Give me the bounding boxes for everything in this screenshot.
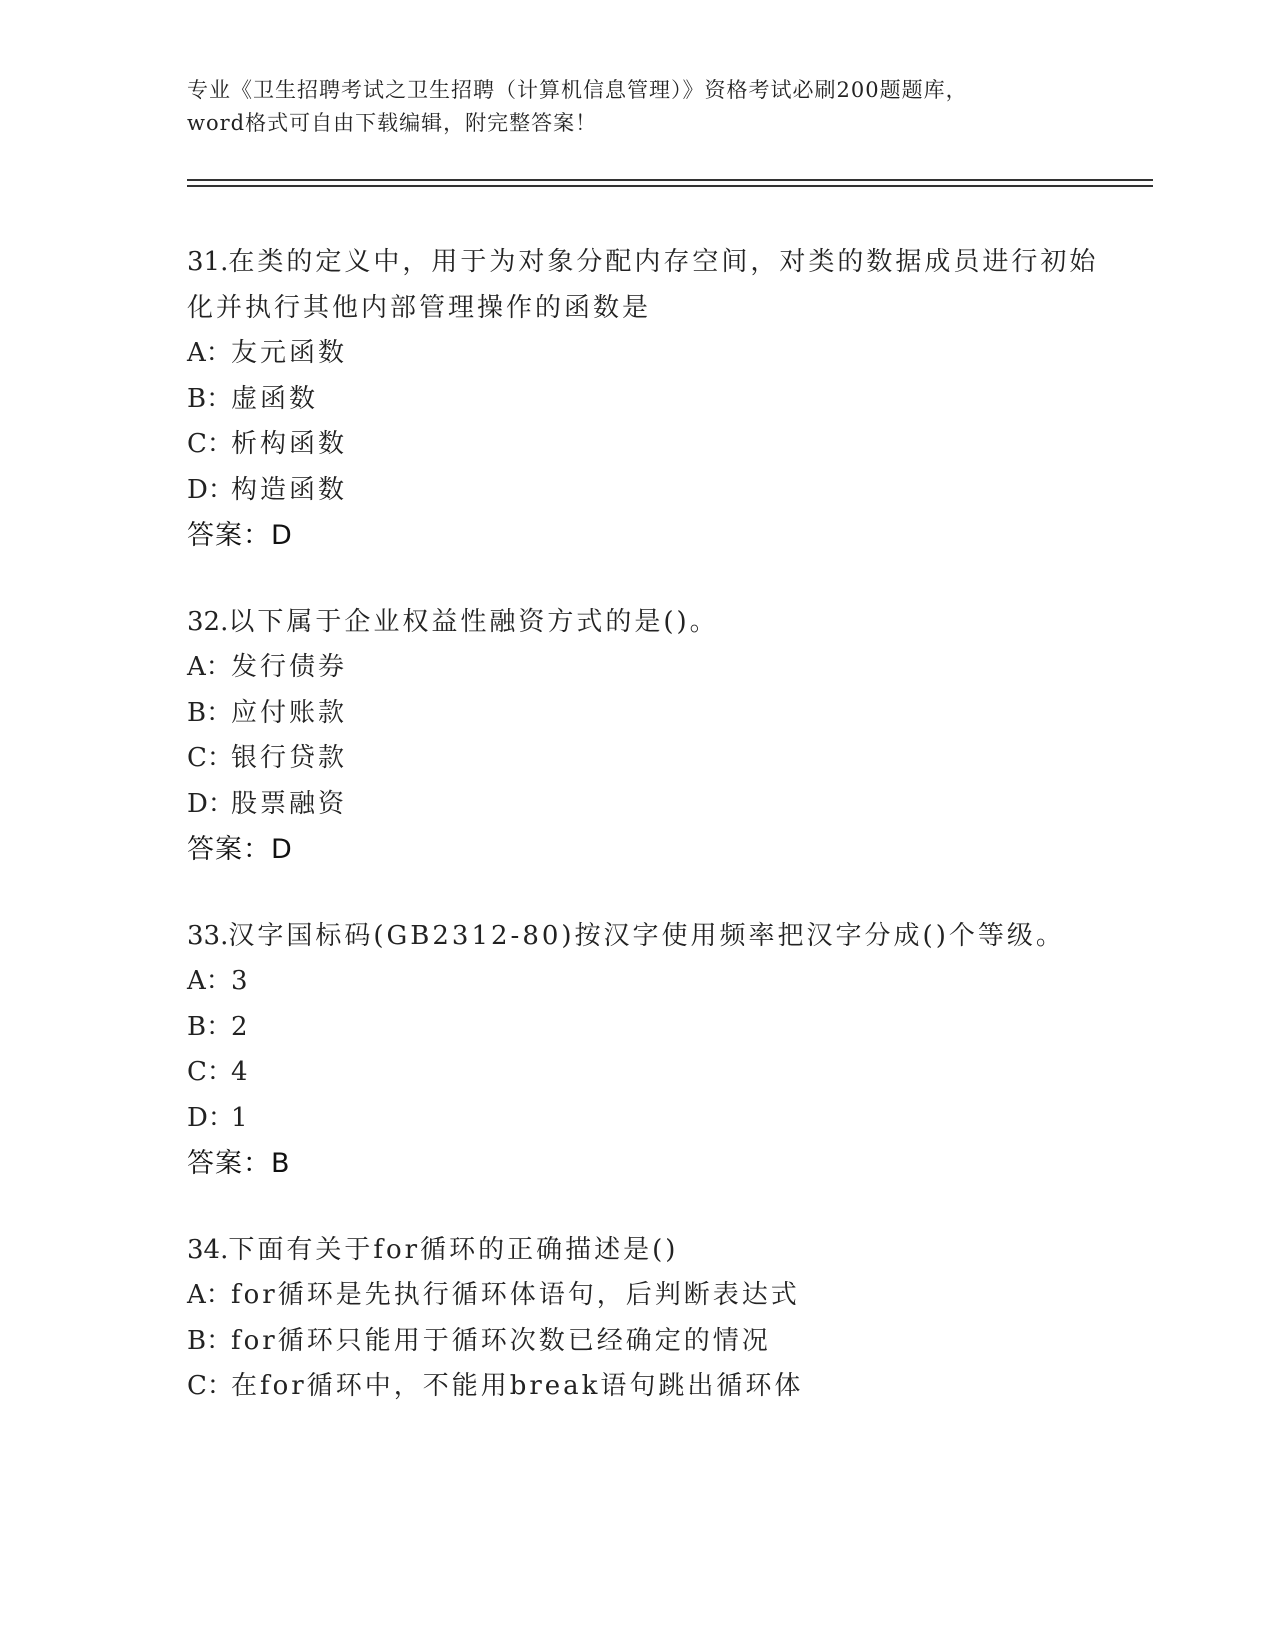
option-d bbox=[187, 1096, 1107, 1142]
option-key: C： bbox=[187, 1371, 233, 1401]
option-a bbox=[187, 959, 1107, 1005]
question-33 bbox=[187, 914, 1107, 1187]
option-key: C： bbox=[187, 1057, 233, 1087]
question-number: 34. bbox=[187, 1234, 229, 1265]
option-text: 1 bbox=[231, 1102, 251, 1133]
header-divider-bottom bbox=[187, 185, 1153, 187]
option-key: D： bbox=[187, 1102, 234, 1133]
question-stem bbox=[187, 240, 1107, 331]
option-text: 在for循环中，不能用break语句跳出循环体 bbox=[231, 1371, 804, 1401]
option-key: A： bbox=[187, 652, 232, 682]
option-b bbox=[187, 1005, 1107, 1051]
answer-label: 答案： bbox=[187, 834, 271, 865]
answer-label: 答案： bbox=[187, 520, 271, 551]
option-a bbox=[187, 1273, 1107, 1319]
option-key: B： bbox=[187, 1011, 233, 1042]
option-key: A： bbox=[187, 338, 232, 368]
option-text: 银行贷款 bbox=[231, 743, 348, 773]
option-c bbox=[187, 736, 1107, 782]
option-text: 2 bbox=[231, 1011, 251, 1042]
option-key: A： bbox=[187, 1280, 232, 1310]
option-text: 友元函数 bbox=[231, 338, 348, 368]
header-divider-top bbox=[187, 179, 1153, 181]
question-number: 31. bbox=[187, 247, 229, 277]
question-stem bbox=[187, 600, 1107, 646]
answer-line bbox=[187, 827, 1107, 873]
option-d bbox=[187, 782, 1107, 828]
option-a bbox=[187, 645, 1107, 691]
question-31 bbox=[187, 240, 1107, 559]
option-text: 虚函数 bbox=[231, 383, 319, 414]
question-number: 33. bbox=[187, 920, 229, 951]
question-stem bbox=[187, 1228, 1107, 1274]
option-b bbox=[187, 377, 1107, 423]
question-text: 在类的定义中，用于为对象分配内存空间，对类的数据成员进行初始化并执行其他内部管理操作的函数是 bbox=[187, 247, 1099, 323]
answer-line bbox=[187, 513, 1107, 559]
option-d bbox=[187, 468, 1107, 514]
option-key: C： bbox=[187, 743, 233, 773]
option-text: for循环是先执行循环体语句，后判断表达式 bbox=[231, 1280, 800, 1310]
question-34 bbox=[187, 1228, 1107, 1410]
question-list bbox=[187, 240, 1107, 1451]
answer-line bbox=[187, 1141, 1107, 1187]
option-text: 股票融资 bbox=[231, 788, 348, 819]
answer-label: 答案： bbox=[187, 1148, 271, 1179]
question-text: 以下属于企业权益性融资方式的是()。 bbox=[228, 606, 719, 637]
option-text: for循环只能用于循环次数已经确定的情况 bbox=[231, 1325, 771, 1356]
option-key: A： bbox=[187, 966, 232, 996]
question-text: 汉字国标码(GB2312-80)按汉字使用频率把汉字分成()个等级。 bbox=[228, 920, 1065, 951]
header-line-2: word格式可自由下载编辑，附完整答案！ bbox=[187, 111, 598, 135]
option-text: 应付账款 bbox=[231, 697, 348, 728]
option-text: 构造函数 bbox=[231, 474, 348, 505]
option-text: 发行债券 bbox=[231, 652, 348, 682]
answer-value: D bbox=[271, 834, 293, 865]
option-text: 3 bbox=[231, 966, 251, 996]
option-text: 4 bbox=[231, 1057, 251, 1087]
header-line-1: 专业《卫生招聘考试之卫生招聘（计算机信息管理）》资格考试必刷200题题库， bbox=[187, 78, 968, 102]
document-header bbox=[187, 74, 1087, 140]
option-b bbox=[187, 1319, 1107, 1365]
answer-value: D bbox=[271, 520, 293, 551]
question-text: 下面有关于for循环的正确描述是() bbox=[228, 1234, 679, 1265]
option-c bbox=[187, 422, 1107, 468]
option-a bbox=[187, 331, 1107, 377]
question-32 bbox=[187, 600, 1107, 873]
question-stem bbox=[187, 914, 1107, 960]
option-text: 析构函数 bbox=[231, 429, 348, 459]
option-key: B： bbox=[187, 697, 233, 728]
option-key: B： bbox=[187, 383, 233, 414]
option-key: D： bbox=[187, 474, 234, 505]
option-c bbox=[187, 1050, 1107, 1096]
option-key: C： bbox=[187, 429, 233, 459]
option-key: B： bbox=[187, 1325, 233, 1356]
answer-value: B bbox=[271, 1148, 291, 1179]
option-b bbox=[187, 691, 1107, 737]
option-c bbox=[187, 1364, 1107, 1410]
question-number: 32. bbox=[187, 606, 229, 637]
option-key: D： bbox=[187, 788, 234, 819]
